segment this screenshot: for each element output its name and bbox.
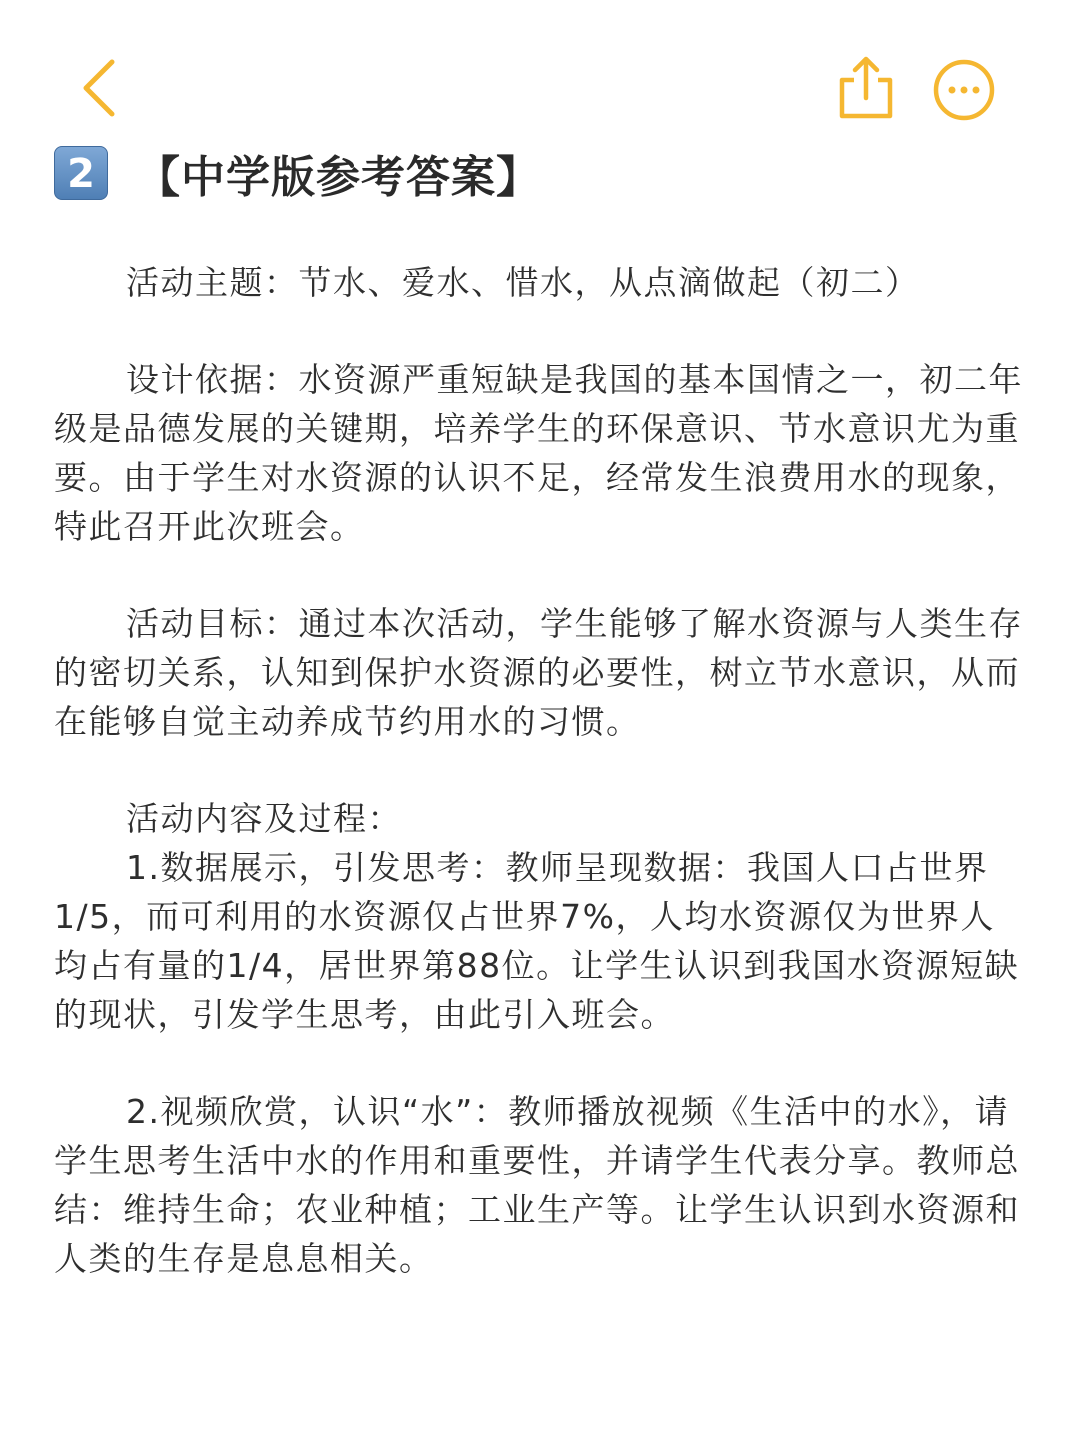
paragraph-process-title: 活动内容及过程： [126,799,402,838]
paragraph-theme: 活动主题：节水、爱水、惜水，从点滴做起（初二） [126,263,920,302]
more-button[interactable] [932,58,996,122]
section-heading [54,140,541,206]
top-navigation-bar [0,0,1080,140]
back-button[interactable] [72,56,128,120]
paragraph-basis: 设计依据：水资源严重短缺是我国的基本国情之一，初二年级是品德发展的关键期，培养学生的环保意识、节水意识尤为重要。由于学生对水资源的认识不足，经常发生浪费用水的现象，特此召开此次班会。 [54,360,1023,546]
paragraph-step-2: 2.视频欣赏，认识“水”：教师播放视频《生活中的水》，请学生思考生活中水的作用和重要性，并请学生代表分享。教师总结：维持生命；农业种植；工业生产等。让学生认识到水资源和人类的生存是息息相关。 [54,1092,1020,1278]
paragraph-goal: 活动目标：通过本次活动，学生能够了解水资源与人类生存的密切关系，认知到保护水资源的必要性，树立节水意识，从而在能够自觉主动养成节约用水的习惯。 [54,604,1023,741]
share-button[interactable] [836,54,896,122]
paragraph-step-1: 1.数据展示，引发思考：教师呈现数据：我国人口占世界1/5，而可利用的水资源仅占世界7%，人均水资源仅为世界人均占有量的1/4，居世界第88位。让学生认识到我国水资源短缺的现状，引发学生思考，由此引入班会。 [54,848,1020,1034]
number-badge: 2 [54,146,108,200]
chevron-left-icon [80,58,120,118]
share-icon [836,54,896,122]
more-horizontal-icon [932,58,996,122]
article-body [54,258,1026,1283]
section-title: 【中学版参考答案】 [136,152,541,203]
